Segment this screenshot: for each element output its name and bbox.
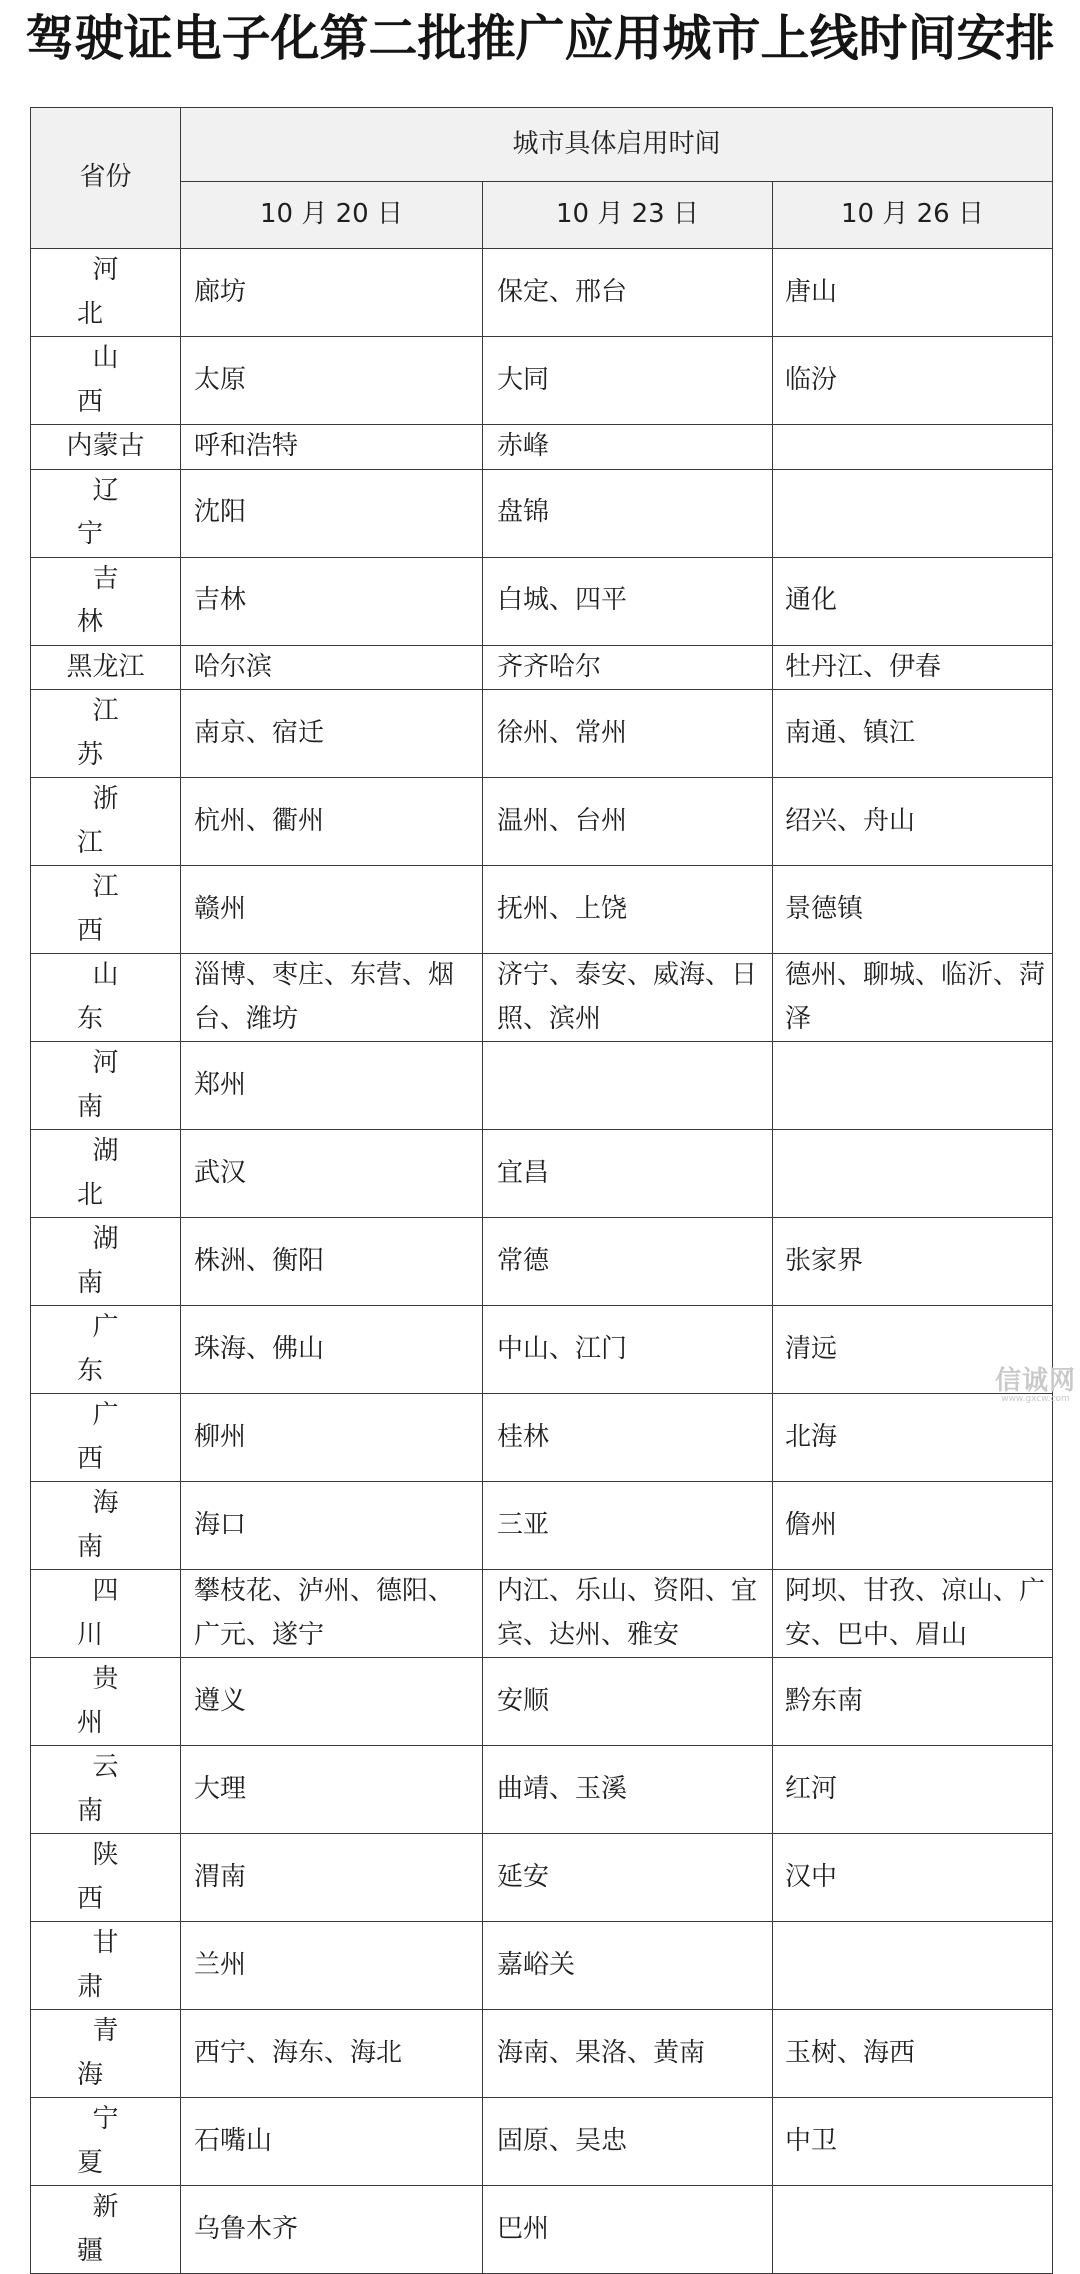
- cities-oct-20-cell: 遵义: [181, 1658, 483, 1746]
- table-row: [31, 954, 1053, 1042]
- province-cell: 山西: [31, 337, 181, 425]
- province-cell: 青海: [31, 2010, 181, 2098]
- cities-oct-23-cell: 桂林: [483, 1394, 773, 1482]
- province-cell: 浙江: [31, 778, 181, 866]
- cities-oct-20-cell: 攀枝花、泸州、德阳、广元、遂宁: [181, 1570, 483, 1658]
- cities-oct-23-cell: 温州、台州: [483, 778, 773, 866]
- table-row: [31, 645, 1053, 690]
- table-row: [31, 778, 1053, 866]
- cities-oct-26-cell: 德州、聊城、临沂、菏泽: [773, 954, 1053, 1042]
- province-cell: 江苏: [31, 690, 181, 778]
- table-body: [31, 249, 1053, 2274]
- province-cell: 陕西: [31, 1834, 181, 1922]
- cities-oct-26-cell: 中卫: [773, 2098, 1053, 2186]
- cities-oct-23-cell: 齐齐哈尔: [483, 645, 773, 690]
- province-cell: 海南: [31, 1482, 181, 1570]
- cities-oct-23-cell: 曲靖、玉溪: [483, 1746, 773, 1834]
- cities-oct-23-cell: 海南、果洛、黄南: [483, 2010, 773, 2098]
- cities-oct-23-cell: 嘉峪关: [483, 1922, 773, 2010]
- watermark-logo: [995, 1368, 1076, 1404]
- header-date-1: 10 月 20 日: [181, 182, 483, 249]
- cities-oct-23-cell: 白城、四平: [483, 557, 773, 645]
- cities-oct-23-cell: 抚州、上饶: [483, 866, 773, 954]
- cities-oct-26-cell: [773, 1130, 1053, 1218]
- cities-oct-20-cell: 淄博、枣庄、东营、烟台、潍坊: [181, 954, 483, 1042]
- province-cell: 广东: [31, 1306, 181, 1394]
- watermark-url: www.gxcw.com: [1001, 1394, 1070, 1404]
- header-date-2: 10 月 23 日: [483, 182, 773, 249]
- province-cell: 山东: [31, 954, 181, 1042]
- table-row: [31, 1306, 1053, 1394]
- table-row: [31, 557, 1053, 645]
- cities-oct-20-cell: 太原: [181, 337, 483, 425]
- table-row: [31, 337, 1053, 425]
- table-row: [31, 1922, 1053, 2010]
- cities-oct-20-cell: 海口: [181, 1482, 483, 1570]
- table-row: [31, 866, 1053, 954]
- watermark-name: 信诚网: [994, 1366, 1076, 1396]
- table-row: [31, 1130, 1053, 1218]
- cities-oct-26-cell: [773, 469, 1053, 557]
- cities-oct-26-cell: 汉中: [773, 1834, 1053, 1922]
- header-date-3: 10 月 26 日: [773, 182, 1053, 249]
- province-cell: 辽宁: [31, 469, 181, 557]
- cities-oct-26-cell: 临汾: [773, 337, 1053, 425]
- province-cell: 江西: [31, 866, 181, 954]
- cities-oct-23-cell: 中山、江门: [483, 1306, 773, 1394]
- cities-oct-20-cell: 沈阳: [181, 469, 483, 557]
- header-province: 省份: [31, 108, 181, 249]
- cities-oct-20-cell: 石嘴山: [181, 2098, 483, 2186]
- cities-oct-20-cell: 郑州: [181, 1042, 483, 1130]
- cities-oct-20-cell: 南京、宿迁: [181, 690, 483, 778]
- province-cell: 新疆: [31, 2186, 181, 2274]
- cities-oct-20-cell: 兰州: [181, 1922, 483, 2010]
- cities-oct-23-cell: 固原、吴忠: [483, 2098, 773, 2186]
- cities-oct-26-cell: [773, 2186, 1053, 2274]
- table-row: [31, 2186, 1053, 2274]
- table-row: [31, 1834, 1053, 1922]
- province-cell: 宁夏: [31, 2098, 181, 2186]
- cities-oct-20-cell: 武汉: [181, 1130, 483, 1218]
- cities-oct-23-cell: 延安: [483, 1834, 773, 1922]
- cities-oct-26-cell: 黔东南: [773, 1658, 1053, 1746]
- cities-oct-20-cell: 赣州: [181, 866, 483, 954]
- cities-oct-26-cell: 儋州: [773, 1482, 1053, 1570]
- cities-oct-23-cell: 盘锦: [483, 469, 773, 557]
- cities-oct-23-cell: 三亚: [483, 1482, 773, 1570]
- cities-oct-26-cell: 景德镇: [773, 866, 1053, 954]
- cities-oct-20-cell: 珠海、佛山: [181, 1306, 483, 1394]
- table-row: [31, 425, 1053, 470]
- cities-oct-20-cell: 哈尔滨: [181, 645, 483, 690]
- cities-oct-26-cell: 通化: [773, 557, 1053, 645]
- cities-oct-23-cell: 常德: [483, 1218, 773, 1306]
- cities-oct-20-cell: 廊坊: [181, 249, 483, 337]
- table-row: [31, 469, 1053, 557]
- cities-oct-26-cell: 阿坝、甘孜、凉山、广安、巴中、眉山: [773, 1570, 1053, 1658]
- province-cell: 甘肃: [31, 1922, 181, 2010]
- cities-oct-26-cell: 牡丹江、伊春: [773, 645, 1053, 690]
- province-cell: 河南: [31, 1042, 181, 1130]
- cities-oct-20-cell: 吉林: [181, 557, 483, 645]
- table-row: [31, 690, 1053, 778]
- cities-oct-26-cell: 唐山: [773, 249, 1053, 337]
- table-header: [31, 108, 1053, 249]
- province-cell: 贵州: [31, 1658, 181, 1746]
- province-cell: 四川: [31, 1570, 181, 1658]
- table-row: [31, 2098, 1053, 2186]
- cities-oct-23-cell: 济宁、泰安、威海、日照、滨州: [483, 954, 773, 1042]
- province-cell: 湖北: [31, 1130, 181, 1218]
- cities-oct-23-cell: 巴州: [483, 2186, 773, 2274]
- province-cell: 广西: [31, 1394, 181, 1482]
- province-cell: 云南: [31, 1746, 181, 1834]
- province-cell: 内蒙古: [31, 425, 181, 470]
- cities-oct-20-cell: 渭南: [181, 1834, 483, 1922]
- province-cell: 河北: [31, 249, 181, 337]
- cities-oct-20-cell: 大理: [181, 1746, 483, 1834]
- cities-oct-20-cell: 西宁、海东、海北: [181, 2010, 483, 2098]
- schedule-table: [30, 107, 1053, 2274]
- cities-oct-20-cell: 柳州: [181, 1394, 483, 1482]
- cities-oct-20-cell: 呼和浩特: [181, 425, 483, 470]
- cities-oct-26-cell: 红河: [773, 1746, 1053, 1834]
- table-row: [31, 1042, 1053, 1130]
- cities-oct-23-cell: [483, 1042, 773, 1130]
- cities-oct-23-cell: 徐州、常州: [483, 690, 773, 778]
- cities-oct-20-cell: 乌鲁木齐: [181, 2186, 483, 2274]
- cities-oct-20-cell: 株洲、衡阳: [181, 1218, 483, 1306]
- table-row: [31, 249, 1053, 337]
- cities-oct-23-cell: 赤峰: [483, 425, 773, 470]
- cities-oct-23-cell: 大同: [483, 337, 773, 425]
- table-row: [31, 2010, 1053, 2098]
- cities-oct-23-cell: 宜昌: [483, 1130, 773, 1218]
- cities-oct-26-cell: [773, 1922, 1053, 2010]
- cities-oct-23-cell: 保定、邢台: [483, 249, 773, 337]
- header-group: 城市具体启用时间: [181, 108, 1053, 182]
- table-row: [31, 1218, 1053, 1306]
- province-cell: 黑龙江: [31, 645, 181, 690]
- table-row: [31, 1658, 1053, 1746]
- page-title: 驾驶证电子化第二批推广应用城市上线时间安排: [25, 9, 1055, 67]
- cities-oct-26-cell: 张家界: [773, 1218, 1053, 1306]
- table-row: [31, 1394, 1053, 1482]
- cities-oct-23-cell: 安顺: [483, 1658, 773, 1746]
- cities-oct-26-cell: 绍兴、舟山: [773, 778, 1053, 866]
- province-cell: 吉林: [31, 557, 181, 645]
- cities-oct-26-cell: 北海: [773, 1394, 1053, 1482]
- cities-oct-26-cell: 南通、镇江: [773, 690, 1053, 778]
- table-row: [31, 1746, 1053, 1834]
- cities-oct-26-cell: 清远: [773, 1306, 1053, 1394]
- table-row: [31, 1482, 1053, 1570]
- table-row: [31, 1570, 1053, 1658]
- cities-oct-23-cell: 内江、乐山、资阳、宜宾、达州、雅安: [483, 1570, 773, 1658]
- province-cell: 湖南: [31, 1218, 181, 1306]
- cities-oct-20-cell: 杭州、衢州: [181, 778, 483, 866]
- cities-oct-26-cell: [773, 425, 1053, 470]
- cities-oct-26-cell: [773, 1042, 1053, 1130]
- cities-oct-26-cell: 玉树、海西: [773, 2010, 1053, 2098]
